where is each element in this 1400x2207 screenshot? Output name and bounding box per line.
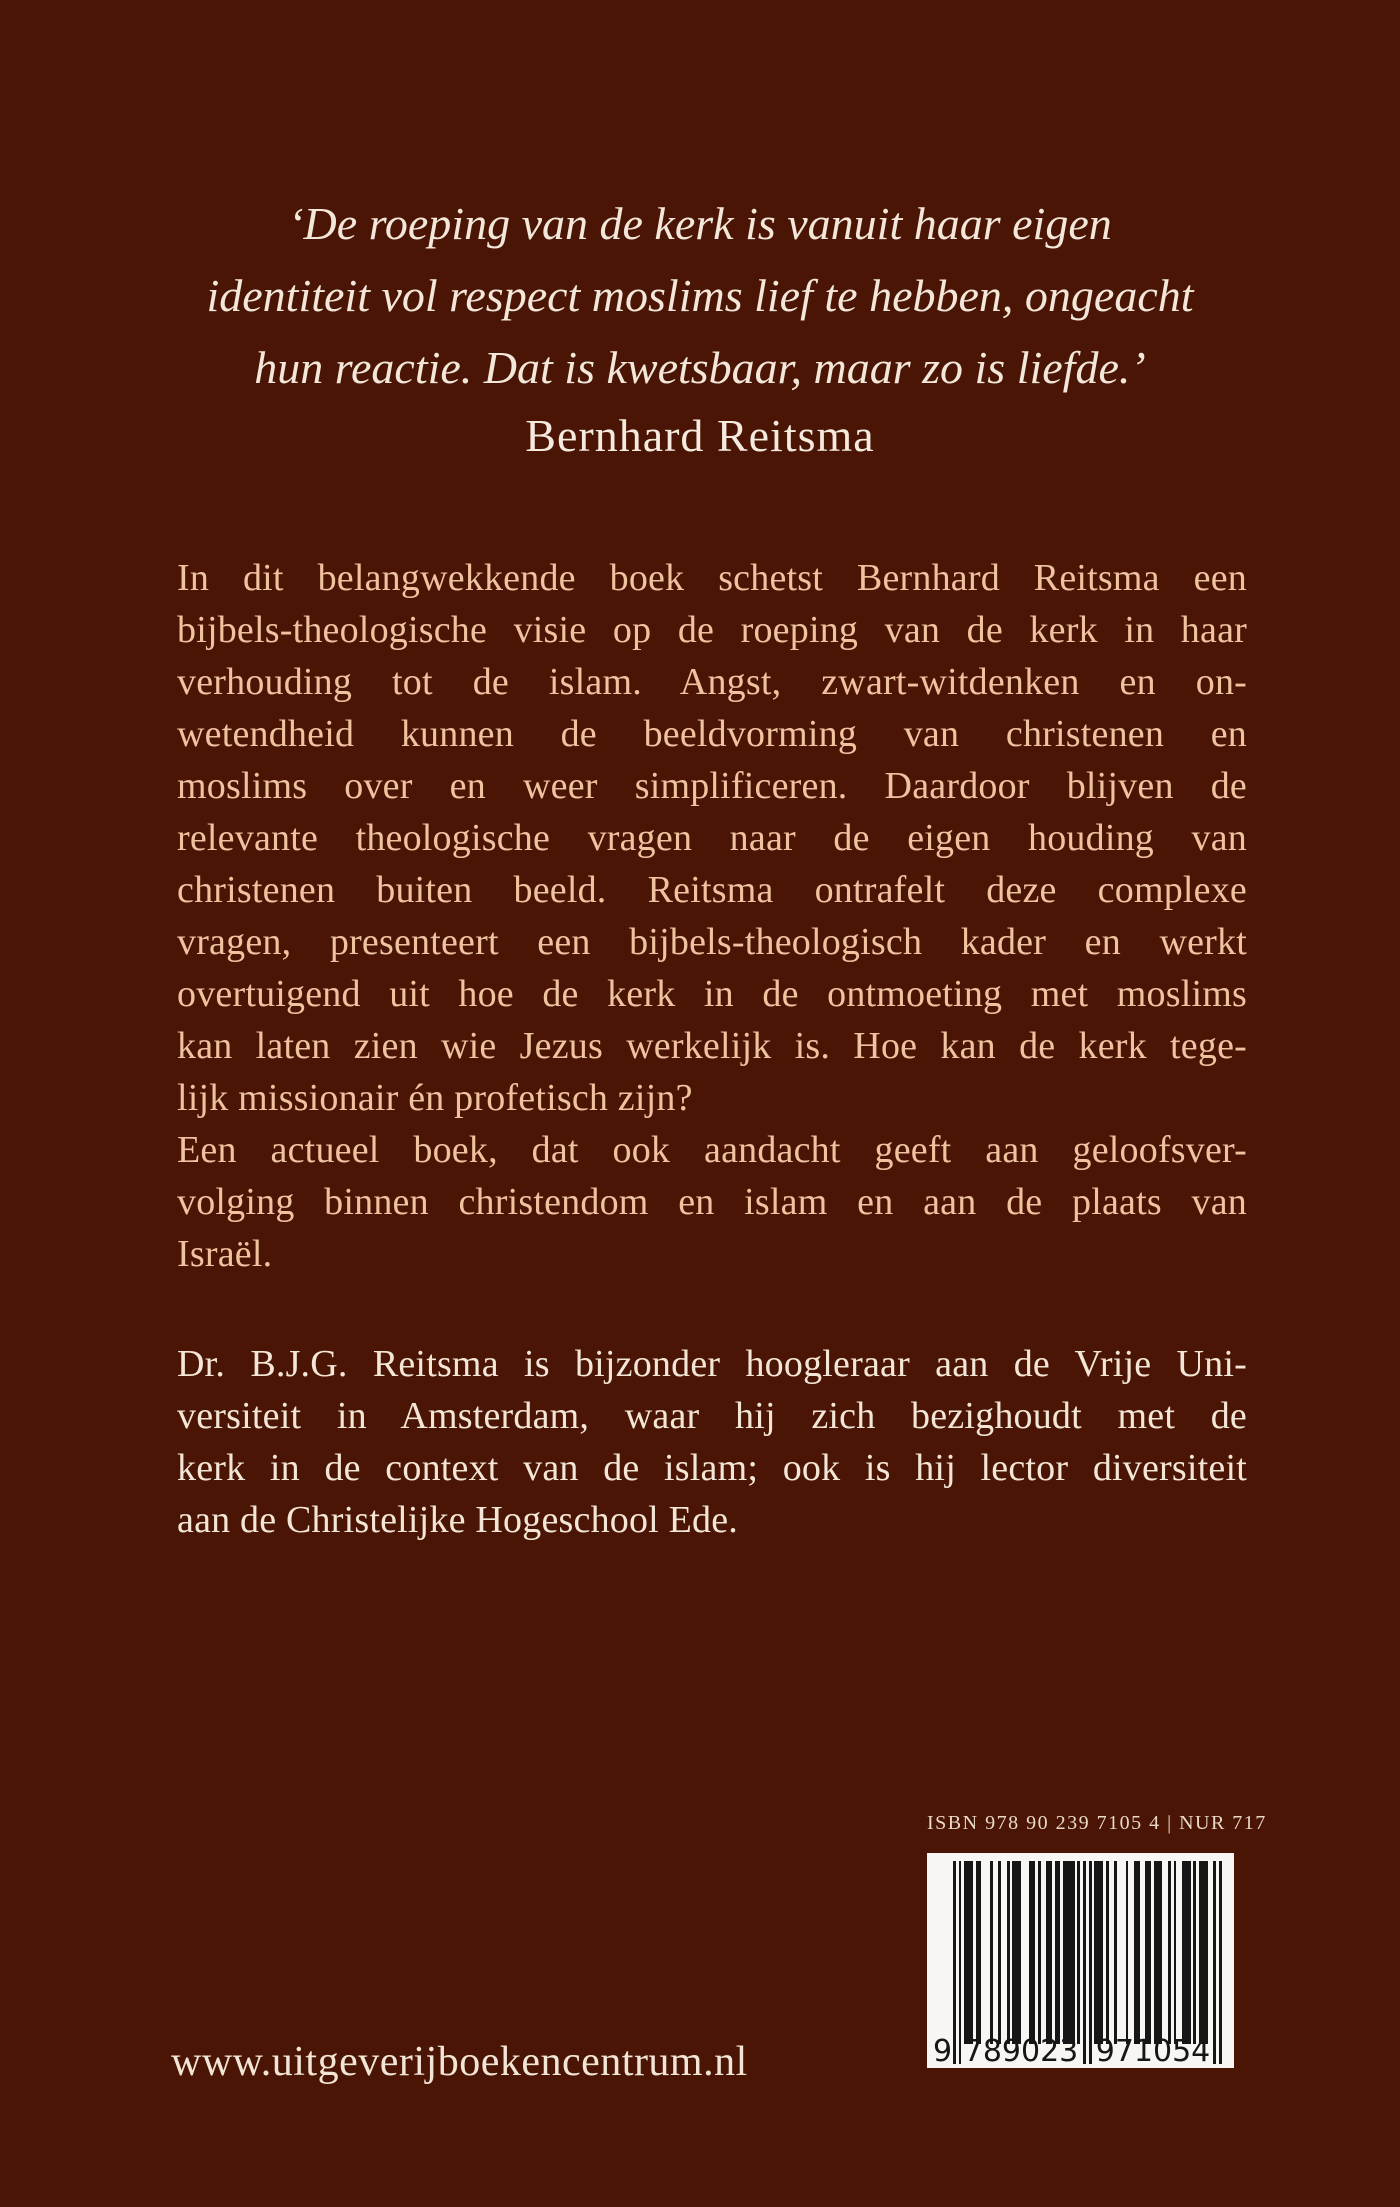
- text-line: overtuigend uit hoe de kerk in de ontmoeting met moslims: [177, 973, 1247, 1015]
- text-line: bijbels-theologische visie op de roeping van de kerk in haar: [177, 609, 1247, 651]
- barcode-digit-first: 9: [933, 2034, 953, 2069]
- synopsis-text: [177, 552, 1247, 1280]
- text-line: hun reactie. Dat is kwetsbaar, maar zo is liefde.’: [254, 342, 1146, 393]
- barcode-digit-group1: 789023: [963, 2034, 1079, 2069]
- text-line: Een actueel boek, dat ook aandacht geeft aan geloofsver-: [177, 1129, 1247, 1171]
- cover-quote: [90, 188, 1310, 404]
- barcode-module: [1219, 1861, 1222, 2064]
- publisher-website-url: www.uitgeverijboekencentrum.nl: [171, 2039, 748, 2085]
- quote-author: Bernhard Reitsma: [525, 410, 875, 461]
- isbn-nur-label: ISBN 978 90 239 7105 4 | NUR 717: [927, 1812, 1267, 1834]
- text-line: moslims over en weer simplificeren. Daardoor blijven de: [177, 765, 1247, 807]
- text-line: volging binnen christendom en islam en aan de plaats van: [177, 1181, 1247, 1223]
- text-line: ‘De roeping van de kerk is vanuit haar eigen: [288, 198, 1112, 249]
- text-line: lijk missionair én profetisch zijn?: [177, 1077, 693, 1119]
- text-line: vragen, presenteert een bijbels-theologisch kader en werkt: [177, 921, 1247, 963]
- text-line: relevante theologische vragen naar de eigen houding van: [177, 817, 1247, 859]
- text-line: wetendheid kunnen de beeldvorming van christenen en: [177, 713, 1247, 755]
- barcode-bars: [953, 1861, 1223, 2044]
- text-line: christenen buiten beeld. Reitsma ontrafelt deze complexe: [177, 869, 1247, 911]
- text-line: Dr. B.J.G. Reitsma is bijzonder hoogleraar aan de Vrije Uni-: [177, 1343, 1247, 1385]
- text-line: aan de Christelijke Hogeschool Ede.: [177, 1499, 739, 1541]
- barcode-digits: [927, 2035, 1234, 2068]
- text-line: identiteit vol respect moslims lief te hebben, ongeacht: [206, 270, 1194, 321]
- text-line: In dit belangwekkende boek schetst Bernhard Reitsma een: [177, 557, 1247, 599]
- text-line: versiteit in Amsterdam, waar hij zich bezighoudt met de: [177, 1395, 1247, 1437]
- text-line: kerk in de context van de islam; ook is hij lector diversiteit: [177, 1447, 1247, 1489]
- author-bio-text: [177, 1338, 1247, 1546]
- barcode-digit-group2: 971054: [1095, 2034, 1211, 2069]
- text-line: Israël.: [177, 1233, 273, 1275]
- text-line: verhouding tot de islam. Angst, zwart-witdenken en on-: [177, 661, 1247, 703]
- ean13-barcode: [927, 1853, 1234, 2068]
- text-line: kan laten zien wie Jezus werkelijk is. Hoe kan de kerk tege-: [177, 1025, 1247, 1067]
